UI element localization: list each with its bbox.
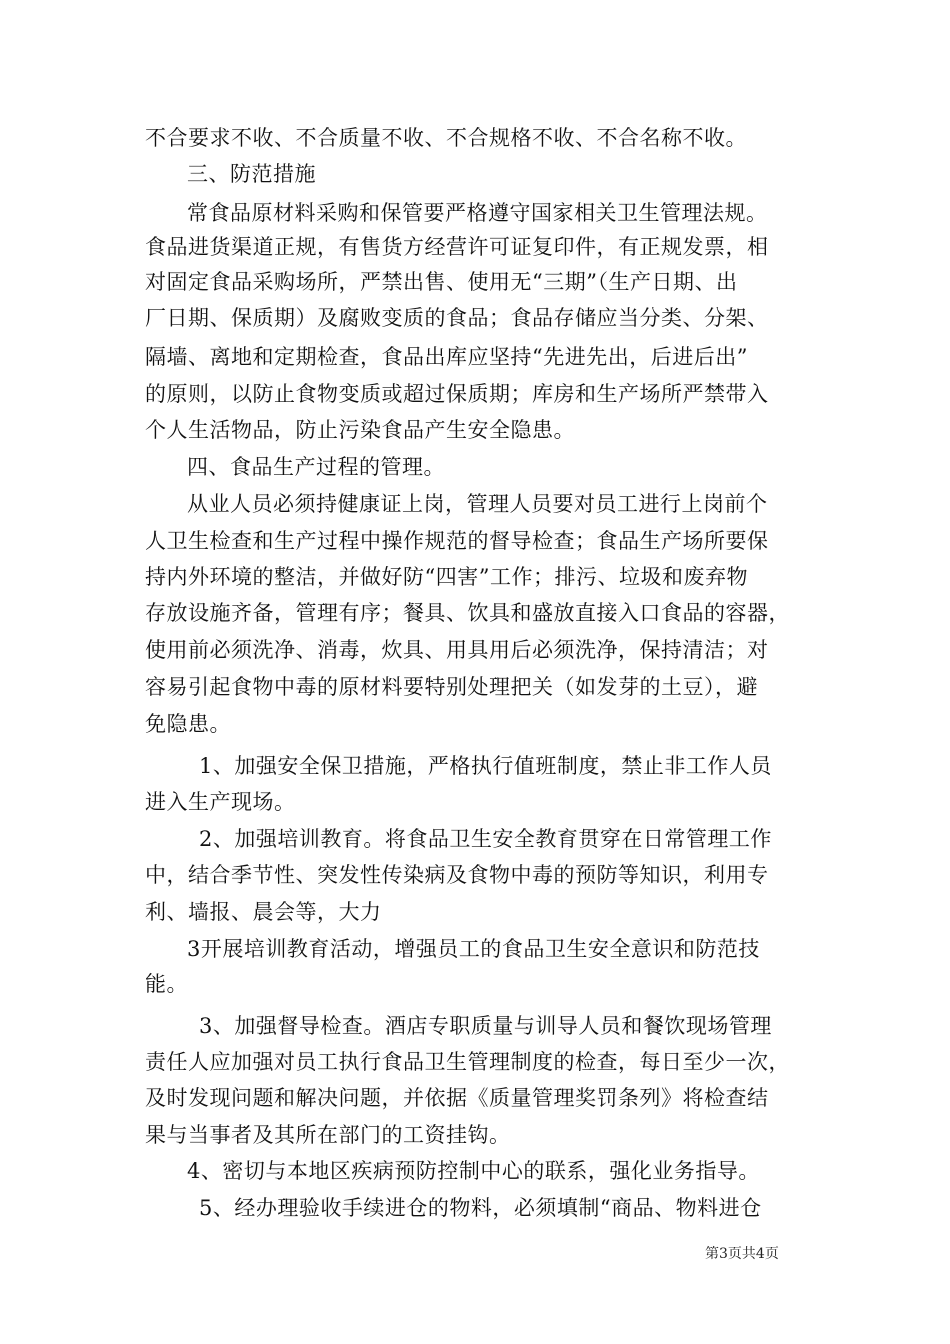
text-line: 果与当事者及其所在部门的工资挂钩。 (145, 1123, 511, 1147)
text-line: 进入生产现场。 (145, 790, 296, 814)
text-line: 不合要求不收、不合质量不收、不合规格不收、不合名称不收。 (145, 126, 747, 150)
list-item: 4、密切与本地区疾病预防控制中心的联系，强化业务指导。 (187, 1159, 760, 1183)
text-line: 使用前必须洗净、消毒，炊具、用具用后必须洗净，保持清洁；对 (145, 638, 769, 662)
text-line: 容易引起食物中毒的原材料要特别处理把关（如发芽的土豆），避 (145, 675, 758, 699)
text-line: 存放设施齐备，管理有序；餐具、饮具和盛放直接入口食品的容器， (145, 601, 790, 625)
text-line: 个人生活物品，防止污染食品产生安全隐患。 (145, 418, 575, 442)
text-line: 隔墙、离地和定期检查，食品出库应坚持“先进先出，后进后出” (145, 345, 748, 369)
section-heading: 三、防范措施 (187, 162, 316, 186)
text-line: 3开展培训教育活动，增强员工的食品卫生安全意识和防范技 (187, 937, 760, 961)
text-line: 厂日期、保质期）及腐败变质的食品；食品存储应当分类、分架、 (145, 306, 769, 330)
page-number: 第3页共4页 (705, 1246, 779, 1262)
text-line: 及时发现问题和解决问题，并依据《质量管理奖罚条列》将检查结 (145, 1086, 769, 1110)
text-line: 利、墙报、晨会等，大力 (145, 900, 382, 924)
text-line: 常食品原材料采购和保管要严格遵守国家相关卫生管理法规。 (187, 201, 768, 225)
text-line: 从业人员必须持健康证上岗，管理人员要对员工进行上岗前个 (187, 492, 768, 516)
list-item: 3、加强督导检查。酒店专职质量与训导人员和餐饮现场管理 (199, 1014, 772, 1038)
text-line: 食品进货渠道正规，有售货方经营许可证复印件，有正规发票，相 (145, 235, 769, 259)
section-heading: 四、食品生产过程的管理。 (187, 455, 445, 479)
text-line: 责任人应加强对员工执行食品卫生管理制度的检查，每日至少一次， (145, 1050, 790, 1074)
text-line: 人卫生检查和生产过程中操作规范的督导检查；食品生产场所要保 (145, 529, 769, 553)
list-item: 2、加强培训教育。将食品卫生安全教育贯穿在日常管理工作 (199, 827, 772, 851)
text-line: 能。 (145, 972, 188, 996)
list-item: 5、经办理验收手续进仓的物料，必须填制“商品、物料进仓 (199, 1196, 762, 1220)
list-item: 1、加强安全保卫措施，严格执行值班制度，禁止非工作人员 (199, 754, 772, 778)
text-line: 的原则，以防止食物变质或超过保质期；库房和生产场所严禁带入 (145, 382, 769, 406)
text-line: 免隐患。 (145, 712, 231, 736)
text-line: 中，结合季节性、突发性传染病及食物中毒的预防等知识，利用专 (145, 863, 769, 887)
text-line: 持内外环境的整洁，并做好防“四害”工作；排污、垃圾和废弃物 (145, 565, 748, 589)
text-line: 对固定食品采购场所，严禁出售、使用无“三期”（生产日期、出 (145, 270, 738, 294)
